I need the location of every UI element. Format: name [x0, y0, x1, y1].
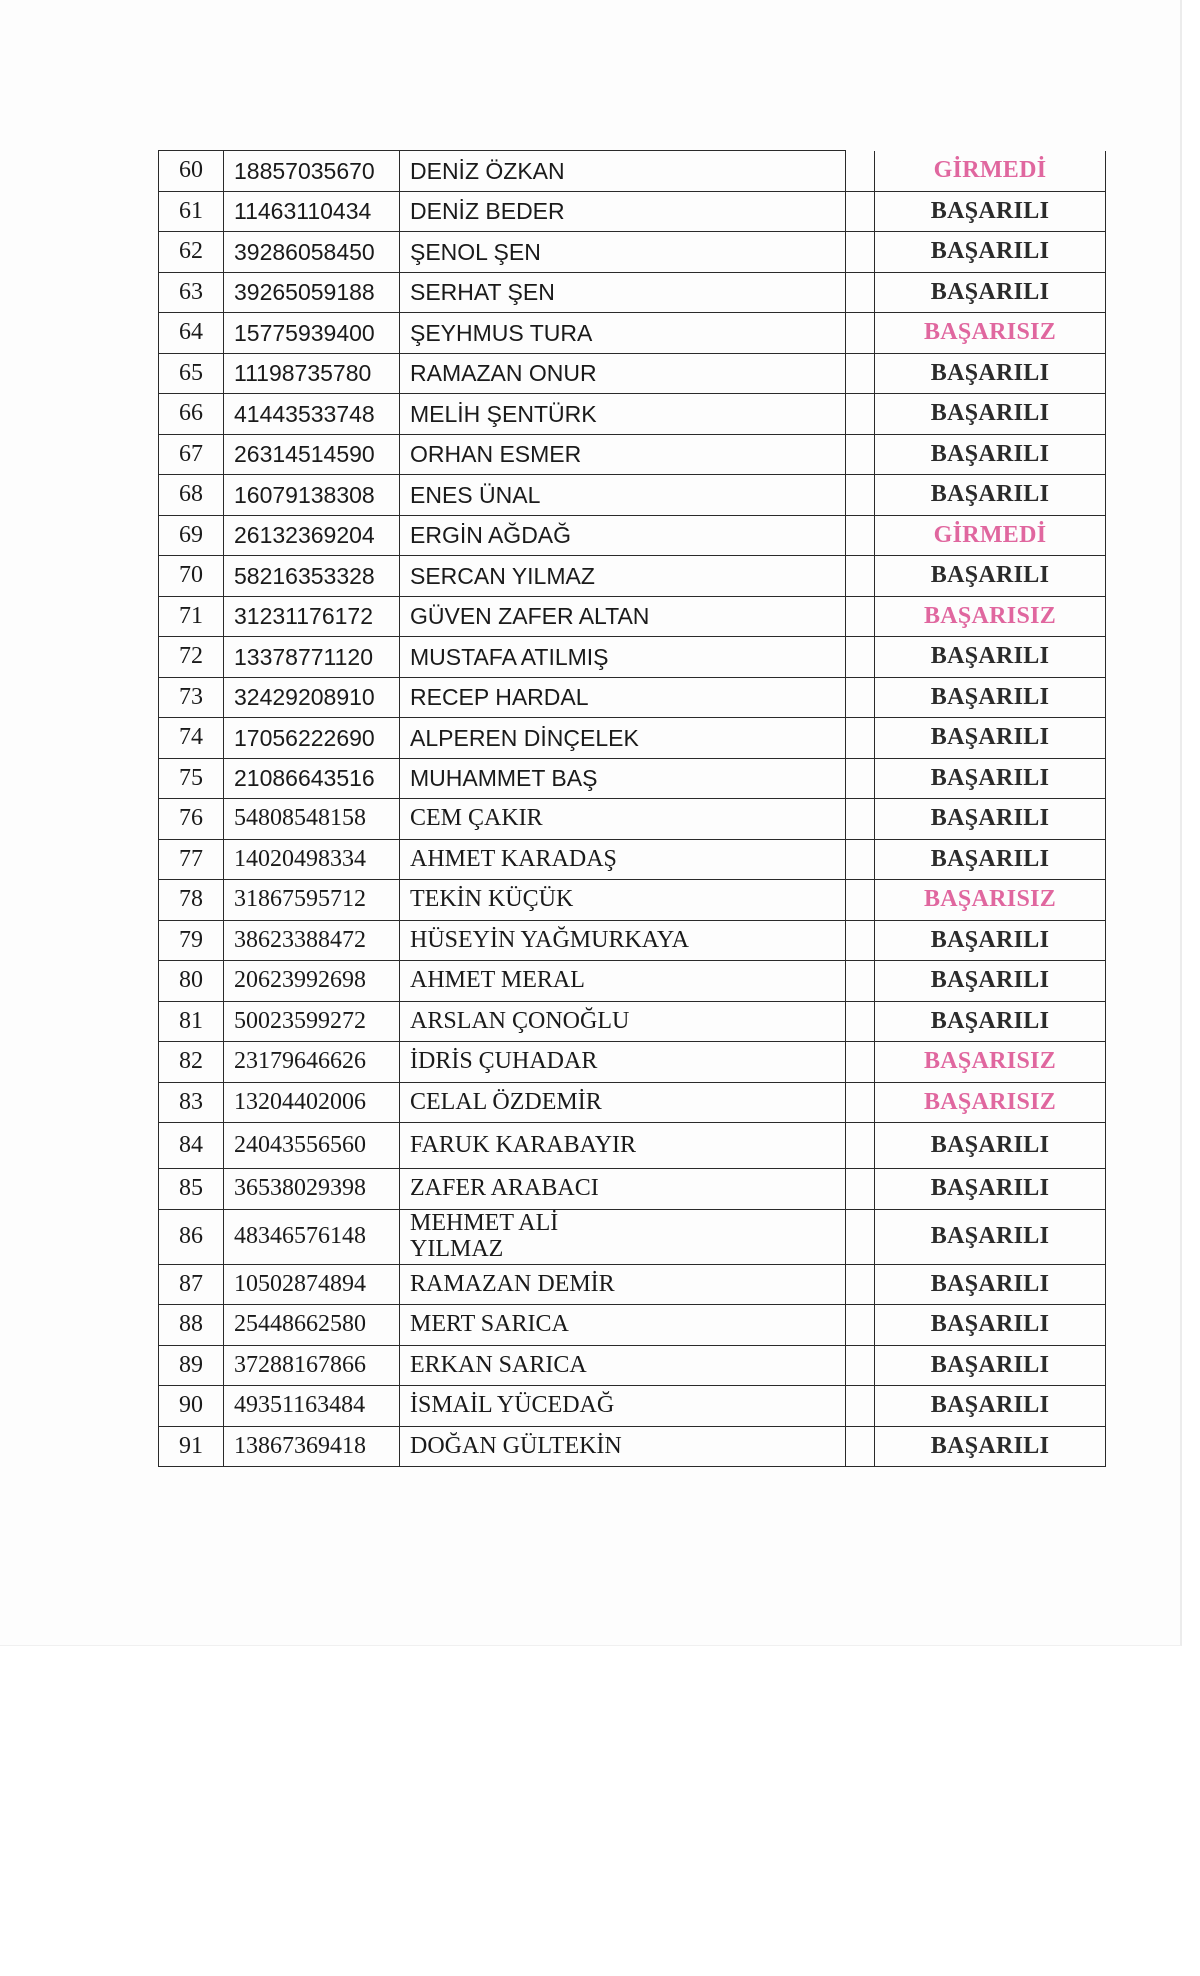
column-gap: [846, 1209, 875, 1264]
row-number-cell: 81: [159, 1001, 224, 1042]
full-name-cell: CELAL ÖZDEMİR: [400, 1082, 846, 1123]
full-name-cell: ERGİN AĞDAĞ: [400, 515, 846, 556]
column-gap: [846, 272, 875, 313]
id-number-cell: 25448662580: [224, 1305, 400, 1346]
full-name-cell: ŞENOL ŞEN: [400, 232, 846, 273]
result-status-cell: BAŞARILI: [875, 1386, 1106, 1427]
id-number-cell: 17056222690: [224, 718, 400, 759]
column-gap: [846, 1305, 875, 1346]
result-status-cell: BAŞARILI: [875, 758, 1106, 799]
row-number-cell: 83: [159, 1082, 224, 1123]
id-number-cell: 32429208910: [224, 677, 400, 718]
column-gap: [846, 232, 875, 273]
table-row: [159, 556, 1106, 597]
row-number-cell: 78: [159, 880, 224, 921]
row-number-cell: 75: [159, 758, 224, 799]
row-number-cell: 60: [159, 151, 224, 192]
table-row: [159, 191, 1106, 232]
column-gap: [846, 799, 875, 840]
column-gap: [846, 1082, 875, 1123]
full-name-cell: AHMET KARADAŞ: [400, 839, 846, 880]
id-number-cell: 21086643516: [224, 758, 400, 799]
table-row: [159, 515, 1106, 556]
result-status-cell: BAŞARILI: [875, 1209, 1106, 1264]
column-gap: [846, 556, 875, 597]
row-number-cell: 89: [159, 1345, 224, 1386]
row-number-cell: 73: [159, 677, 224, 718]
table-row: [159, 839, 1106, 880]
column-gap: [846, 313, 875, 354]
row-number-cell: 74: [159, 718, 224, 759]
table-row: [159, 1426, 1106, 1467]
column-gap: [846, 1123, 875, 1169]
row-number-cell: 71: [159, 596, 224, 637]
id-number-cell: 20623992698: [224, 961, 400, 1002]
id-number-cell: 50023599272: [224, 1001, 400, 1042]
full-name-cell: ARSLAN ÇONOĞLU: [400, 1001, 846, 1042]
table-row: [159, 1264, 1106, 1305]
table-row: [159, 1169, 1106, 1210]
id-number-cell: 13867369418: [224, 1426, 400, 1467]
row-number-cell: 69: [159, 515, 224, 556]
column-gap: [846, 151, 875, 192]
row-number-cell: 82: [159, 1042, 224, 1083]
table-row: [159, 1123, 1106, 1169]
result-status-cell: BAŞARILI: [875, 839, 1106, 880]
id-number-cell: 48346576148: [224, 1209, 400, 1264]
result-status-cell: BAŞARILI: [875, 1169, 1106, 1210]
full-name-cell: GÜVEN ZAFER ALTAN: [400, 596, 846, 637]
result-status-cell: BAŞARILI: [875, 961, 1106, 1002]
result-status-cell: GİRMEDİ: [875, 515, 1106, 556]
id-number-cell: 11463110434: [224, 191, 400, 232]
result-status-cell: BAŞARILI: [875, 1123, 1106, 1169]
result-status-cell: BAŞARILI: [875, 718, 1106, 759]
full-name-cell: ORHAN ESMER: [400, 434, 846, 475]
id-number-cell: 39265059188: [224, 272, 400, 313]
row-number-cell: 66: [159, 394, 224, 435]
column-gap: [846, 1169, 875, 1210]
row-number-cell: 87: [159, 1264, 224, 1305]
row-number-cell: 80: [159, 961, 224, 1002]
row-number-cell: 70: [159, 556, 224, 597]
full-name-cell: TEKİN KÜÇÜK: [400, 880, 846, 921]
full-name-cell: ALPEREN DİNÇELEK: [400, 718, 846, 759]
column-gap: [846, 637, 875, 678]
id-number-cell: 18857035670: [224, 151, 400, 192]
result-status-cell: BAŞARILI: [875, 1426, 1106, 1467]
result-status-cell: BAŞARISIZ: [875, 1082, 1106, 1123]
id-number-cell: 11198735780: [224, 353, 400, 394]
table-row: [159, 718, 1106, 759]
full-name-cell: RAMAZAN DEMİR: [400, 1264, 846, 1305]
result-status-cell: BAŞARILI: [875, 637, 1106, 678]
id-number-cell: 15775939400: [224, 313, 400, 354]
result-status-cell: BAŞARILI: [875, 394, 1106, 435]
row-number-cell: 86: [159, 1209, 224, 1264]
row-number-cell: 65: [159, 353, 224, 394]
result-status-cell: BAŞARILI: [875, 1001, 1106, 1042]
row-number-cell: 63: [159, 272, 224, 313]
full-name-cell: MELİH ŞENTÜRK: [400, 394, 846, 435]
result-status-cell: BAŞARILI: [875, 272, 1106, 313]
full-name-cell: ENES ÜNAL: [400, 475, 846, 516]
row-number-cell: 77: [159, 839, 224, 880]
full-name-cell: SERHAT ŞEN: [400, 272, 846, 313]
row-number-cell: 61: [159, 191, 224, 232]
row-number-cell: 91: [159, 1426, 224, 1467]
full-name-cell: DENİZ ÖZKAN: [400, 151, 846, 192]
table-row: [159, 596, 1106, 637]
row-number-cell: 67: [159, 434, 224, 475]
result-status-cell: BAŞARILI: [875, 677, 1106, 718]
id-number-cell: 38623388472: [224, 920, 400, 961]
full-name-cell: MUHAMMET BAŞ: [400, 758, 846, 799]
result-status-cell: BAŞARISIZ: [875, 313, 1106, 354]
column-gap: [846, 677, 875, 718]
full-name-cell: DOĞAN GÜLTEKİN: [400, 1426, 846, 1467]
table-row: [159, 232, 1106, 273]
table-row: [159, 799, 1106, 840]
row-number-cell: 76: [159, 799, 224, 840]
column-gap: [846, 920, 875, 961]
results-table: [158, 150, 1106, 1467]
id-number-cell: 37288167866: [224, 1345, 400, 1386]
column-gap: [846, 839, 875, 880]
column-gap: [846, 515, 875, 556]
table-row: [159, 1209, 1106, 1264]
id-number-cell: 39286058450: [224, 232, 400, 273]
table-row: [159, 961, 1106, 1002]
full-name-cell: ZAFER ARABACI: [400, 1169, 846, 1210]
id-number-cell: 41443533748: [224, 394, 400, 435]
row-number-cell: 62: [159, 232, 224, 273]
column-gap: [846, 1042, 875, 1083]
column-gap: [846, 880, 875, 921]
result-status-cell: BAŞARISIZ: [875, 1042, 1106, 1083]
result-status-cell: GİRMEDİ: [875, 151, 1106, 192]
table-row: [159, 313, 1106, 354]
result-status-cell: BAŞARILI: [875, 1345, 1106, 1386]
id-number-cell: 24043556560: [224, 1123, 400, 1169]
id-number-cell: 36538029398: [224, 1169, 400, 1210]
table-row: [159, 353, 1106, 394]
column-gap: [846, 1426, 875, 1467]
result-status-cell: BAŞARILI: [875, 1305, 1106, 1346]
row-number-cell: 72: [159, 637, 224, 678]
table-row: [159, 1345, 1106, 1386]
id-number-cell: 14020498334: [224, 839, 400, 880]
full-name-cell: FARUK KARABAYIR: [400, 1123, 846, 1169]
table-row: [159, 880, 1106, 921]
table-row: [159, 394, 1106, 435]
column-gap: [846, 1386, 875, 1427]
column-gap: [846, 596, 875, 637]
table-row: [159, 1042, 1106, 1083]
column-gap: [846, 1001, 875, 1042]
row-number-cell: 84: [159, 1123, 224, 1169]
full-name-cell: HÜSEYİN YAĞMURKAYA: [400, 920, 846, 961]
column-gap: [846, 394, 875, 435]
row-number-cell: 64: [159, 313, 224, 354]
table-row: [159, 272, 1106, 313]
row-number-cell: 79: [159, 920, 224, 961]
id-number-cell: 31231176172: [224, 596, 400, 637]
result-status-cell: BAŞARILI: [875, 191, 1106, 232]
full-name-cell: ERKAN SARICA: [400, 1345, 846, 1386]
id-number-cell: 16079138308: [224, 475, 400, 516]
results-table-body: [159, 151, 1106, 1467]
full-name-cell: ŞEYHMUS TURA: [400, 313, 846, 354]
full-name-cell: İDRİS ÇUHADAR: [400, 1042, 846, 1083]
full-name-cell: İSMAİL YÜCEDAĞ: [400, 1386, 846, 1427]
column-gap: [846, 1345, 875, 1386]
table-row: [159, 434, 1106, 475]
id-number-cell: 26314514590: [224, 434, 400, 475]
id-number-cell: 54808548158: [224, 799, 400, 840]
full-name-cell: RECEP HARDAL: [400, 677, 846, 718]
table-row: [159, 151, 1106, 192]
table-row: [159, 677, 1106, 718]
result-status-cell: BAŞARILI: [875, 556, 1106, 597]
row-number-cell: 90: [159, 1386, 224, 1427]
id-number-cell: 31867595712: [224, 880, 400, 921]
full-name-cell: MUSTAFA ATILMIŞ: [400, 637, 846, 678]
result-status-cell: BAŞARILI: [875, 434, 1106, 475]
result-status-cell: BAŞARILI: [875, 353, 1106, 394]
column-gap: [846, 475, 875, 516]
result-status-cell: BAŞARISIZ: [875, 880, 1106, 921]
column-gap: [846, 1264, 875, 1305]
id-number-cell: 26132369204: [224, 515, 400, 556]
column-gap: [846, 191, 875, 232]
column-gap: [846, 758, 875, 799]
id-number-cell: 13378771120: [224, 637, 400, 678]
result-status-cell: BAŞARILI: [875, 475, 1106, 516]
id-number-cell: 10502874894: [224, 1264, 400, 1305]
full-name-cell: AHMET MERAL: [400, 961, 846, 1002]
result-status-cell: BAŞARISIZ: [875, 596, 1106, 637]
table-row: [159, 758, 1106, 799]
row-number-cell: 88: [159, 1305, 224, 1346]
id-number-cell: 58216353328: [224, 556, 400, 597]
column-gap: [846, 718, 875, 759]
column-gap: [846, 961, 875, 1002]
result-status-cell: BAŞARILI: [875, 1264, 1106, 1305]
table-row: [159, 920, 1106, 961]
id-number-cell: 13204402006: [224, 1082, 400, 1123]
full-name-cell: SERCAN YILMAZ: [400, 556, 846, 597]
table-row: [159, 1305, 1106, 1346]
table-row: [159, 1082, 1106, 1123]
id-number-cell: 23179646626: [224, 1042, 400, 1083]
table-row: [159, 1001, 1106, 1042]
full-name-cell: MEHMET ALİ YILMAZ: [400, 1209, 846, 1264]
table-row: [159, 637, 1106, 678]
table-row: [159, 475, 1106, 516]
result-status-cell: BAŞARILI: [875, 232, 1106, 273]
full-name-cell: RAMAZAN ONUR: [400, 353, 846, 394]
result-status-cell: BAŞARILI: [875, 799, 1106, 840]
row-number-cell: 85: [159, 1169, 224, 1210]
result-status-cell: BAŞARILI: [875, 920, 1106, 961]
column-gap: [846, 353, 875, 394]
column-gap: [846, 434, 875, 475]
id-number-cell: 49351163484: [224, 1386, 400, 1427]
row-number-cell: 68: [159, 475, 224, 516]
full-name-cell: MERT SARICA: [400, 1305, 846, 1346]
full-name-cell: DENİZ BEDER: [400, 191, 846, 232]
table-row: [159, 1386, 1106, 1427]
full-name-cell: CEM ÇAKIR: [400, 799, 846, 840]
